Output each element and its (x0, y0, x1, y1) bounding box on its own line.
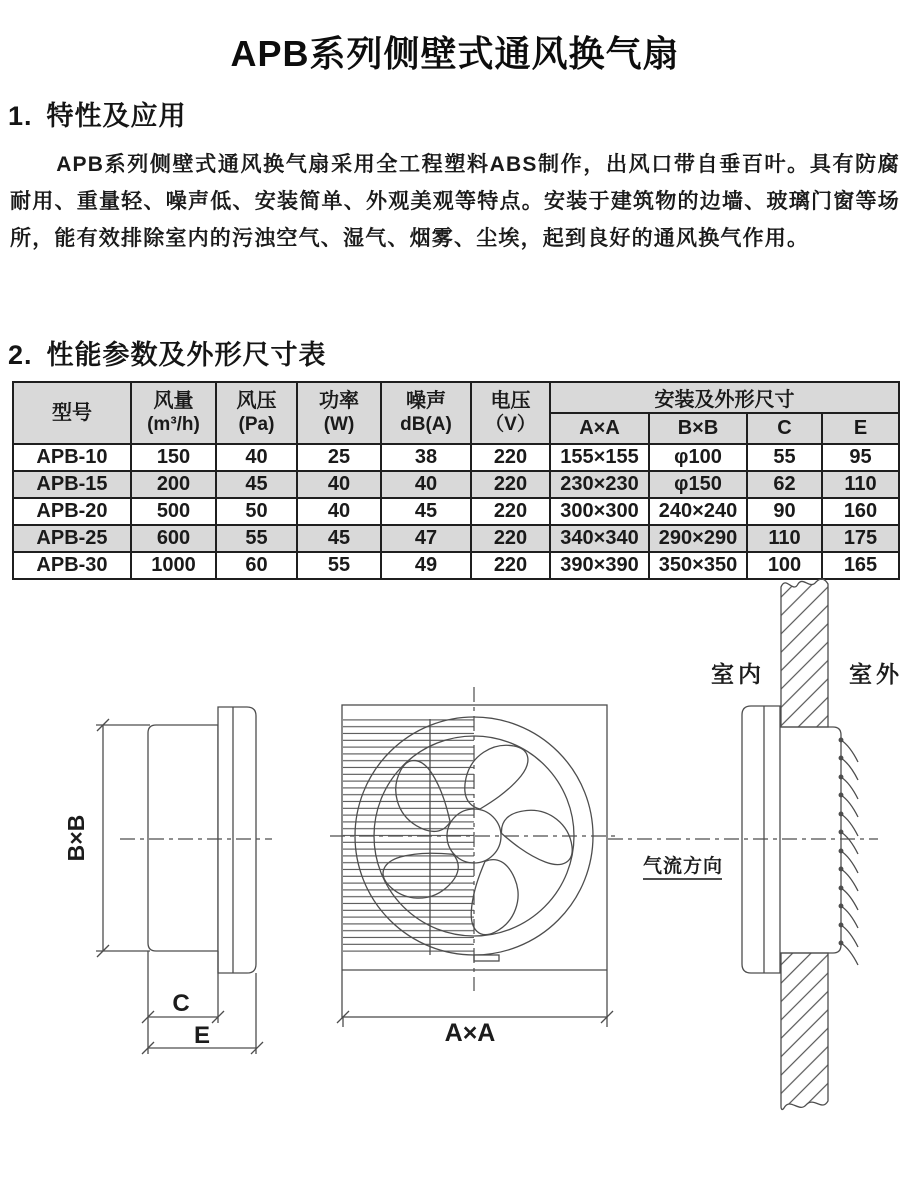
duct-through-wall (780, 727, 841, 953)
page-title: APB系列侧壁式通风换气扇 (230, 33, 680, 74)
cell-dim-e: 110 (822, 471, 899, 498)
bottom-tab (474, 955, 499, 961)
section2-number: 2. (8, 340, 33, 370)
cell-dim-e: 175 (822, 525, 899, 552)
cell-airflow: 600 (131, 525, 216, 552)
table-row-apb25 (13, 525, 899, 552)
cell-dim-a: 300×300 (550, 498, 649, 525)
header-dims-group: 安装及外形尺寸 (550, 382, 899, 413)
wall-section-upper (781, 579, 828, 727)
cell-model: APB-15 (13, 471, 131, 498)
cell-dim-a: 230×230 (550, 471, 649, 498)
cell-voltage: 220 (471, 498, 550, 525)
section2-title: 性能参数及外形尺寸表 (46, 340, 327, 370)
cell-airflow: 500 (131, 498, 216, 525)
cell-model: APB-30 (13, 552, 131, 579)
section2-heading (8, 333, 910, 372)
header-airflow: 风量 (m³/h) (131, 382, 216, 444)
cell-power: 40 (297, 471, 381, 498)
cell-noise: 47 (381, 525, 471, 552)
cell-dim-b: φ100 (649, 444, 747, 471)
section1-paragraph: APB系列侧壁式通风换气扇采用全工程塑料ABS制作，出风口带自垂百叶。具有防腐耐用、重量轻、噪声低、安装简单、外观美观等特点。安装于建筑物的边墙、玻璃门窗等场所，能有效排除室内的污浊空气、湿气、烟雾、尘埃，起到良好的通风换气作用。 (10, 153, 900, 250)
fan-duct-body (148, 725, 218, 951)
dim-label-c: C (172, 990, 190, 1017)
cell-power: 40 (297, 498, 381, 525)
louver-grille (343, 719, 474, 955)
cell-dim-b: 350×350 (649, 552, 747, 579)
table-row-apb20 (13, 498, 899, 525)
cell-power: 55 (297, 552, 381, 579)
header-dim-c: C (747, 413, 822, 444)
cell-dim-b: φ150 (649, 471, 747, 498)
fan-blade (497, 799, 577, 879)
cell-noise: 40 (381, 471, 471, 498)
front-view-drawing (330, 687, 620, 1047)
header-dim-b: B×B (649, 413, 747, 444)
cell-noise: 38 (381, 444, 471, 471)
table-row-apb10 (13, 444, 899, 471)
wall-section-lower (781, 953, 828, 1109)
cell-voltage: 220 (471, 552, 550, 579)
cell-noise: 45 (381, 498, 471, 525)
side-view-drawing (63, 707, 272, 1054)
header-pressure: 风压 (Pa) (216, 382, 297, 444)
cell-model: APB-20 (13, 498, 131, 525)
fan-front-panel (218, 707, 256, 973)
header-noise: 噪声 dB(A) (381, 382, 471, 444)
header-dim-e: E (822, 413, 899, 444)
cell-dim-a: 155×155 (550, 444, 649, 471)
indoor-label: 室内 (711, 661, 765, 687)
cell-dim-e: 160 (822, 498, 899, 525)
cell-pressure: 55 (216, 525, 297, 552)
cell-dim-c: 100 (747, 552, 822, 579)
dim-label-bxb: B×B (63, 814, 89, 862)
outdoor-label: 室外 (849, 661, 903, 687)
airflow-direction-label: 气流方向 (642, 856, 724, 877)
header-voltage: 电压 （V） (471, 382, 550, 444)
cell-airflow: 1000 (131, 552, 216, 579)
cell-dim-e: 95 (822, 444, 899, 471)
cell-voltage: 220 (471, 444, 550, 471)
technical-drawings (0, 560, 910, 1183)
dim-label-e: E (193, 1022, 211, 1049)
cell-dim-b: 240×240 (649, 498, 747, 525)
cell-airflow: 200 (131, 471, 216, 498)
cell-airflow: 150 (131, 444, 216, 471)
cell-dim-c: 55 (747, 444, 822, 471)
table-row-apb15 (13, 471, 899, 498)
drawings-svg (0, 560, 910, 1183)
cell-power: 45 (297, 525, 381, 552)
section1-number: 1. (8, 101, 33, 131)
cell-pressure: 40 (216, 444, 297, 471)
cell-model: APB-10 (13, 444, 131, 471)
cell-dim-c: 90 (747, 498, 822, 525)
cell-dim-b: 290×290 (649, 525, 747, 552)
cell-dim-a: 390×390 (550, 552, 649, 579)
header-power: 功率 (W) (297, 382, 381, 444)
cell-power: 25 (297, 444, 381, 471)
installation-drawing (608, 579, 903, 1109)
cell-dim-e: 165 (822, 552, 899, 579)
cell-dim-c: 62 (747, 471, 822, 498)
cell-dim-c: 110 (747, 525, 822, 552)
cell-dim-a: 340×340 (550, 525, 649, 552)
header-dim-a: A×A (550, 413, 649, 444)
cell-pressure: 50 (216, 498, 297, 525)
dim-label-axa: A×A (444, 1019, 496, 1047)
louver-shutter-flaps (839, 738, 858, 965)
spec-table (12, 381, 900, 580)
section1-title: 特性及应用 (46, 101, 187, 131)
cell-voltage: 220 (471, 525, 550, 552)
section1-heading (8, 94, 910, 133)
cell-voltage: 220 (471, 471, 550, 498)
cell-pressure: 45 (216, 471, 297, 498)
cell-pressure: 60 (216, 552, 297, 579)
cell-model: APB-25 (13, 525, 131, 552)
cell-noise: 49 (381, 552, 471, 579)
header-model: 型号 (13, 382, 131, 444)
